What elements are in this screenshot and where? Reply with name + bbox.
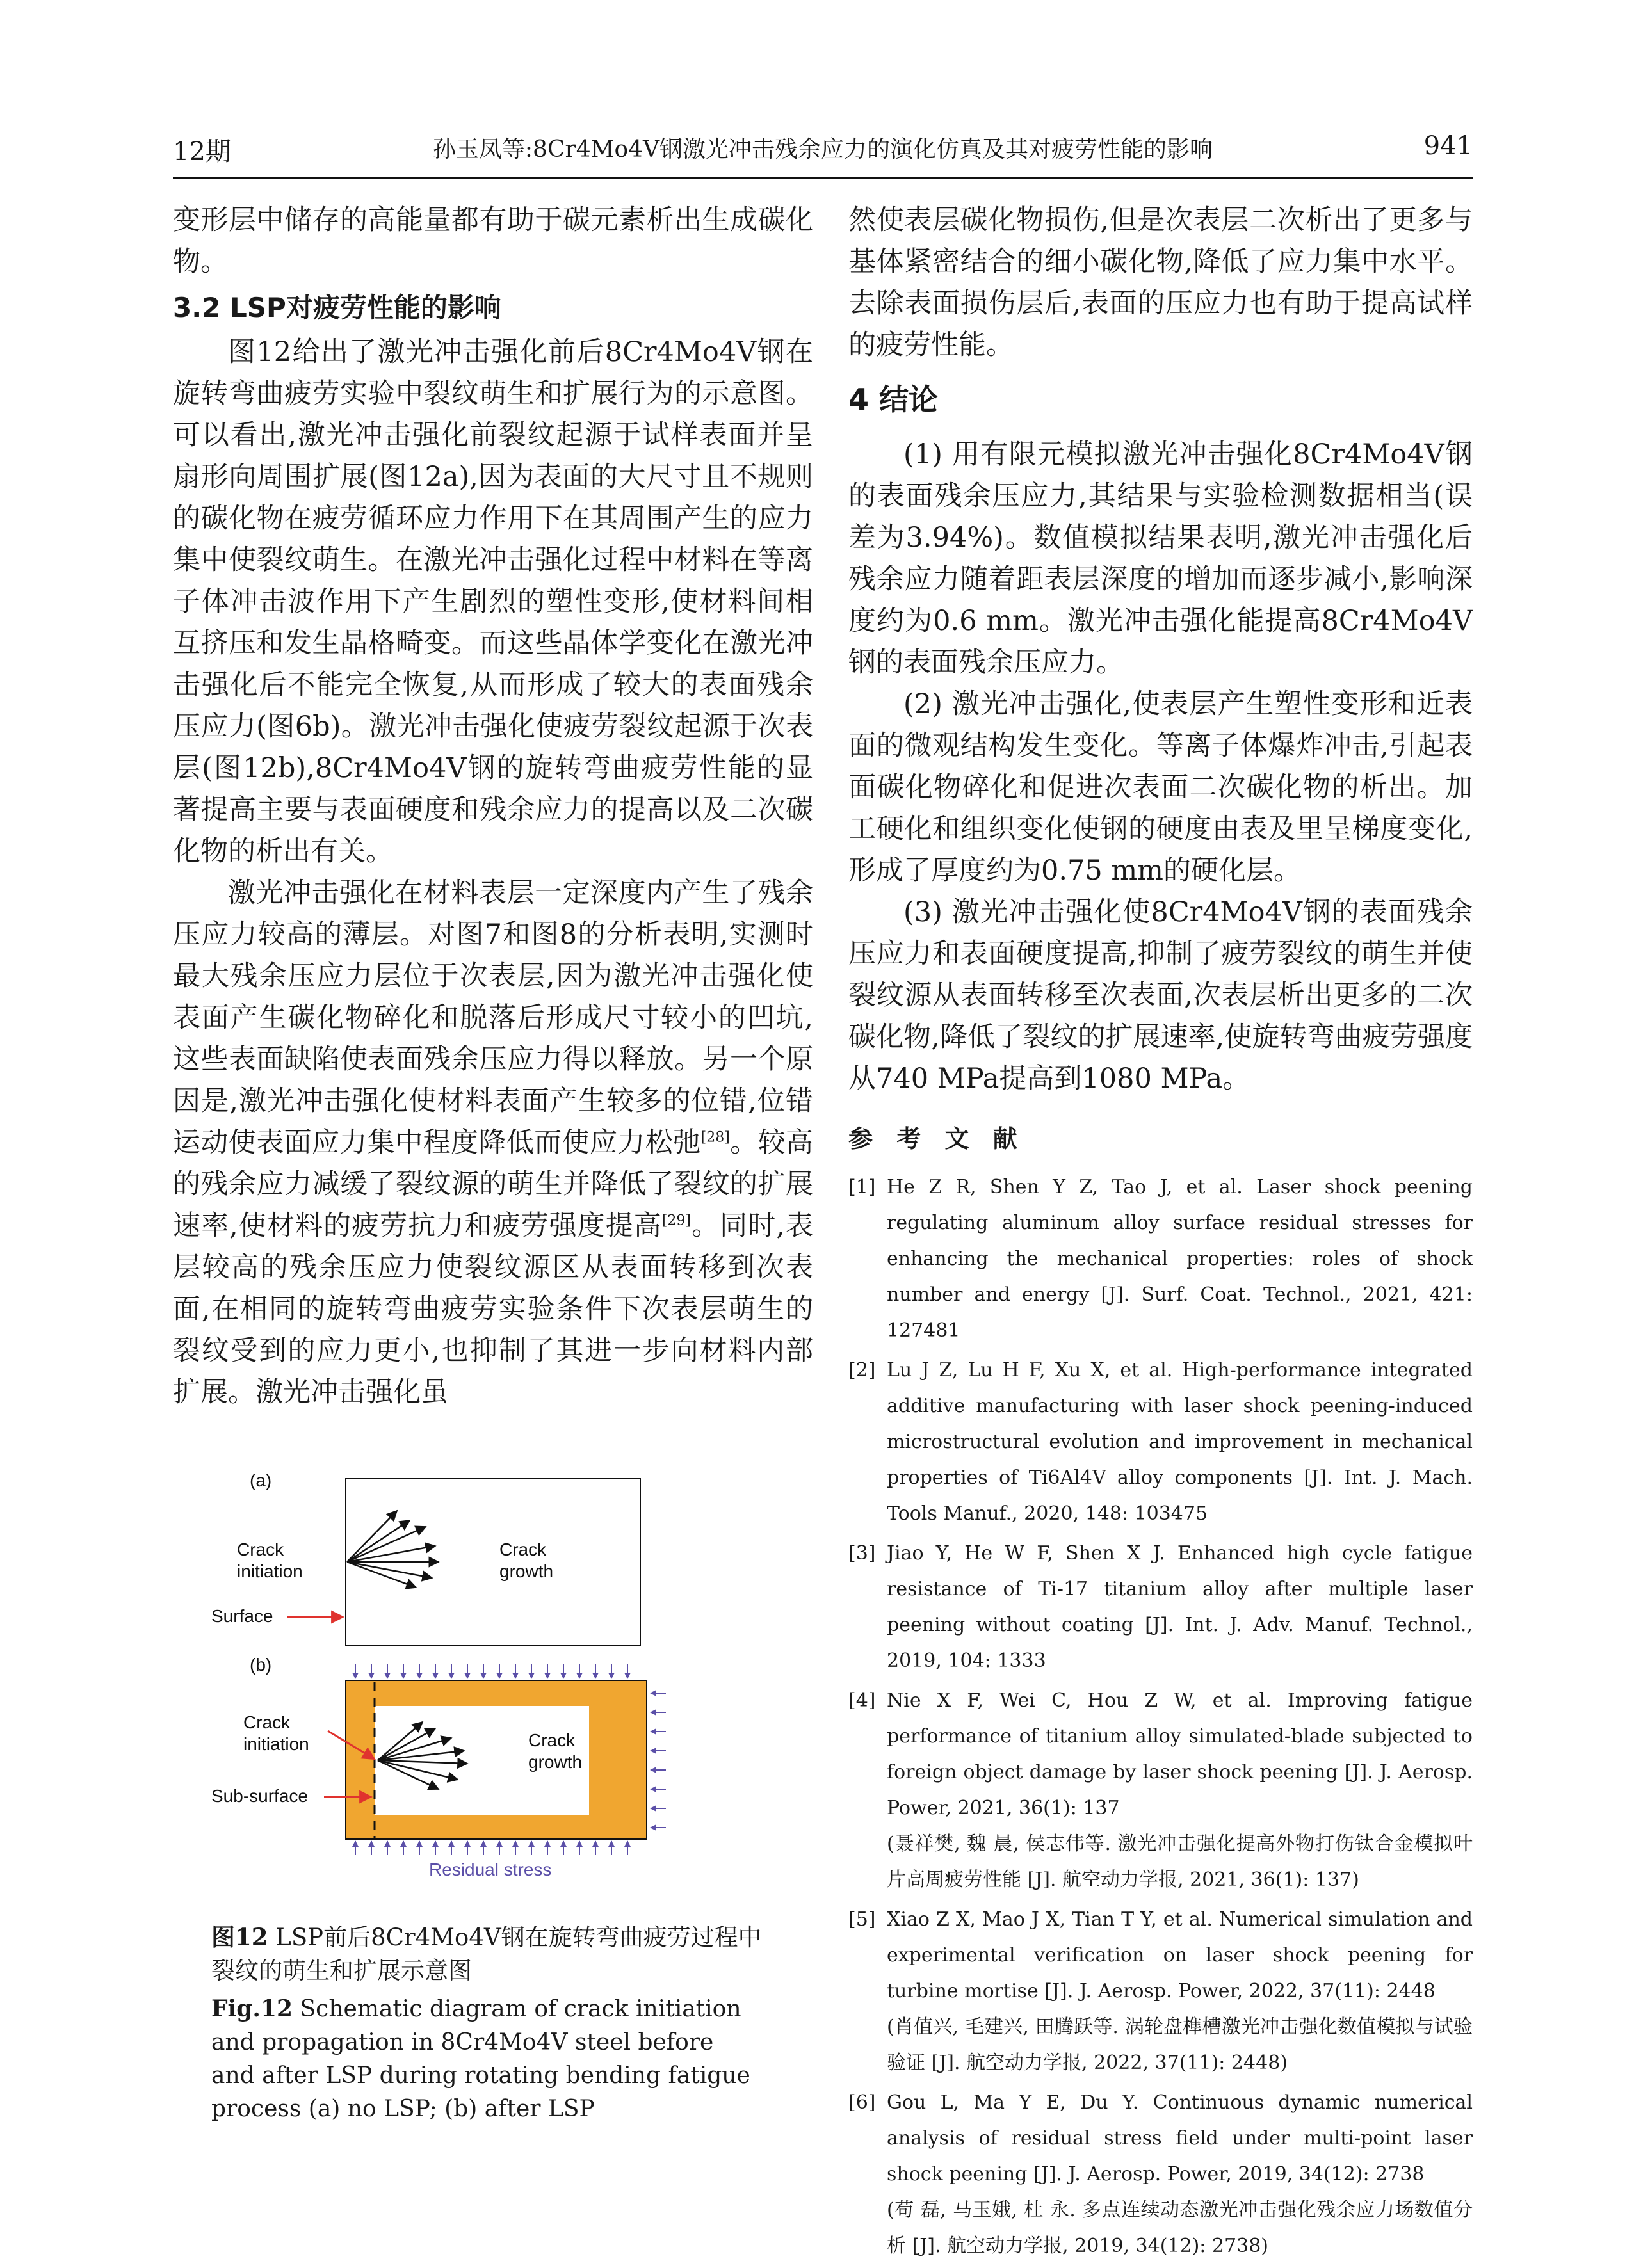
reference-number: [3]: [848, 1542, 876, 1564]
paragraph-continue: 然使表层碳化物损伤,但是次表层二次析出了更多与基体紧密结合的细小碳化物,降低了应力集中水平。去除表面损伤层后,表面的压应力也有助于提高试样的疲劳性能。: [848, 204, 1473, 361]
subsurface-label: Sub-surface: [211, 1786, 308, 1806]
reference-text: Lu J Z, Lu H F, Xu X, et al. High-performance integrated additive manufacturing with laser shock peening-induced microstructural evolution and improvement in mechanical properties of Ti6Al4V alloy components [J]. Int. J. Mach. Tools Manuf., 2020, 148: 103475: [887, 1359, 1473, 1525]
crack-arrow: [347, 1562, 432, 1578]
page-number: 941: [1423, 131, 1473, 161]
bottom-stress-arrows: [355, 1841, 627, 1855]
paragraph-fig12-intro: 图12给出了激光冲击强化前后8Cr4Mo4V钢在旋转弯曲疲劳实验中裂纹萌生和扩展行为的示意图。可以看出,激光冲击强化前裂纹起源于试样表面并呈扇形向周围扩展(图12a),因为表面的大尺寸且不规则的碳化物在疲劳循环应力作用下在其周围产生的应力集中使裂纹萌生。在激光冲击强化过程中材料在等离子体冲击波作用下产生剧烈的塑性变形,使材料间相互挤压和发生晶格畸变。而这些晶体学变化在激光冲击强化后不能完全恢复,从而形成了较大的表面残余压应力(图6b)。激光冲击强化使疲劳裂纹起源于次表层(图12b),8Cr4Mo4V钢的旋转弯曲疲劳性能的显著提高主要与表面硬度和残余应力的提高以及二次碳化物的析出有关。: [173, 336, 813, 867]
reference-text: He Z R, Shen Y Z, Tao J, et al. Laser shock peening regulating aluminum alloy surface residual stresses for enhancing the mechanical properties: roles of shock number and energy [J]. Surf. Coat. Technol., 2021, 421: 127481: [887, 1176, 1473, 1342]
issue-number: 12期: [173, 137, 231, 166]
figure-caption-cn: [211, 1920, 762, 1988]
left-column: [173, 200, 813, 1413]
crack-growth-arrows-a: [347, 1511, 439, 1588]
text-segment: 。同时,表层较高的残余压应力使裂纹源区从表面转移到次表面,在相同的旋转弯曲疲劳实验条件下次表层萌生的裂纹受到的应力更小,也抑制了其进一步向材料内部扩展。激光冲击强化虽: [173, 1210, 814, 1408]
citation-29[interactable]: [29]: [661, 1212, 692, 1229]
conclusion-2: (2) 激光冲击强化,使表层产生塑性变形和近表面的微观结构发生变化。等离子体爆炸冲击,引起表面碳化物碎化和促进次表面二次碳化物的析出。加工硬化和组织变化使钢的硬度由表及里呈梯度变化,形成了厚度约为0.75 mm的硬化层。: [848, 688, 1473, 887]
right-stress-arrows: [651, 1693, 666, 1828]
figure-caption-en: [211, 1992, 762, 2126]
section-heading-3-2: 3.2 LSP对疲劳性能的影响: [173, 292, 501, 323]
text-segment: 。较高的残余应力减缓了裂纹源的萌生并降低了裂纹的扩展速率,使材料的疲劳抗力和疲劳强度提高: [173, 1127, 814, 1242]
residual-stress-label: Residual stress: [429, 1860, 552, 1879]
reference-item: [848, 1353, 1473, 1532]
crack-growth-label-b: Crack: [528, 1730, 576, 1750]
references-heading: 参 考 文 献: [848, 1125, 1025, 1153]
crack-initiation-label-a-2: initiation: [237, 1561, 303, 1581]
conclusion-3: (3) 激光冲击强化使8Cr4Mo4V钢的表面残余压应力和表面硬度提高,抑制了疲劳裂纹的萌生并使裂纹源从表面转移至次表面,次表层析出更多的二次碳化物,降低了裂纹的扩展速率,使旋转弯曲疲劳强度从740 MPa提高到1080 MPa。: [848, 896, 1473, 1095]
reference-number: [1]: [848, 1176, 876, 1198]
paragraph-continue: 变形层中储存的高能量都有助于碳元素析出生成碳化物。: [173, 204, 813, 278]
figure-12-diagram: [211, 1472, 775, 1895]
reference-item: [848, 1170, 1473, 1349]
section-heading-4: 4 结论: [848, 382, 939, 417]
reference-text-cn: (聂祥樊, 魏 晨, 侯志伟等. 激光冲击强化提高外物打伤钛合金模拟叶片高周疲劳性能 [J]. 航空动力学报, 2021, 36(1): 137): [887, 1833, 1473, 1891]
reference-item: [848, 1536, 1473, 1679]
right-column: [848, 200, 1473, 2268]
reference-item: [848, 1902, 1473, 2081]
panel-b-label: (b): [250, 1655, 272, 1675]
reference-number: [6]: [848, 2091, 876, 2114]
reference-text: Xiao Z X, Mao J X, Tian T Y, et al. Numerical simulation and experimental verification on laser shock peening for turbine mortise [J]. J. Aerosp. Power, 2022, 37(11): 2448: [887, 1908, 1473, 2002]
crack-initiation-label-b: Crack: [243, 1712, 291, 1732]
reference-text-cn: (肖值兴, 毛建兴, 田腾跃等. 涡轮盘榫槽激光冲击强化数值模拟与试验验证 [J]. 航空动力学报, 2022, 37(11): 2448): [887, 2016, 1473, 2074]
crack-growth-label-b-2: growth: [528, 1752, 583, 1772]
surface-label: Surface: [211, 1606, 273, 1626]
crack-arrow: [347, 1562, 416, 1588]
text-segment: 激光冲击强化在材料表层一定深度内产生了残余压应力较高的薄层。对图7和图8的分析表明,实测时最大残余压应力层位于次表层,因为激光冲击强化使表面产生碳化物碎化和脱落后形成尺寸较小的凹坑,这些表面缺陷使表面残余压应力得以释放。另一个原因是,激光冲击强化使材料表面产生较多的位错,位错运动使表面应力集中程度降低而使应力松弛: [173, 877, 813, 1159]
conclusion-1: (1) 用有限元模拟激光冲击强化8Cr4Mo4V钢的表面残余压应力,其结果与实验检测数据相当(误差为3.94%)。数值模拟结果表明,激光冲击强化后残余应力随着距表层深度的增加而逐步减小,影响深度约为0.6 mm。激光冲击强化能提高8Cr4Mo4V钢的表面残余压应力。: [848, 438, 1473, 679]
panel-a-label: (a): [250, 1472, 272, 1490]
reference-text: Nie X F, Wei C, Hou Z W, et al. Improving fatigue performance of titanium alloy simulated-blade subjected to foreign object damage by laser shock peening [J]. J. Aerosp. Power, 2021, 36(1): 137: [887, 1689, 1473, 1819]
header-rule: [173, 177, 1473, 179]
crack-arrow: [347, 1527, 426, 1562]
top-stress-arrows: [355, 1664, 627, 1678]
reference-number: [5]: [848, 1908, 876, 1931]
caption-cn-text: LSP前后8Cr4Mo4V钢在旋转弯曲疲劳过程中裂纹的萌生和扩展示意图: [211, 1924, 762, 1984]
crack-growth-label-a: Crack: [499, 1540, 547, 1559]
reference-number: [4]: [848, 1689, 876, 1712]
crack-growth-label-a-2: growth: [499, 1561, 554, 1581]
crack-initiation-label-b-2: initiation: [243, 1734, 309, 1754]
reference-item: [848, 2085, 1473, 2264]
citation-28[interactable]: [28]: [700, 1129, 730, 1146]
caption-en-text: Schematic diagram of crack initiation and propagation in 8Cr4Mo4V steel before and after LSP during rotating bending fatigue process (a) no LSP; (b) after LSP: [211, 1996, 750, 2122]
reference-text: Jiao Y, He W F, Shen X J. Enhanced high cycle fatigue resistance of Ti-17 titanium alloy after multiple laser peening without coating [J]. Int. J. Adv. Manuf. Technol., 2019, 104: 1333: [887, 1542, 1473, 1672]
page-header: [173, 131, 1473, 176]
reference-list: [848, 1170, 1473, 2264]
reference-item: [848, 1683, 1473, 1898]
reference-number: [2]: [848, 1359, 876, 1381]
crack-initiation-label-a: Crack: [237, 1540, 284, 1559]
reference-text: Gou L, Ma Y E, Du Y. Continuous dynamic numerical analysis of residual stress field under multi-point laser shock peening [J]. J. Aerosp. Power, 2019, 34(12): 2738: [887, 2091, 1473, 2185]
paragraph-residual-stress: [173, 873, 813, 1413]
reference-text-cn: (苟 磊, 马玉娥, 杜 永. 多点连续动态激光冲击强化残余应力场数值分析 [J]. 航空动力学报, 2019, 34(12): 2738): [887, 2199, 1473, 2257]
caption-en-label: Fig.12: [211, 1995, 293, 2022]
caption-cn-label: 图12: [211, 1923, 268, 1951]
running-title: 孙玉凤等:8Cr4Mo4V钢激光冲击残余应力的演化仿真及其对疲劳性能的影响: [432, 136, 1213, 163]
